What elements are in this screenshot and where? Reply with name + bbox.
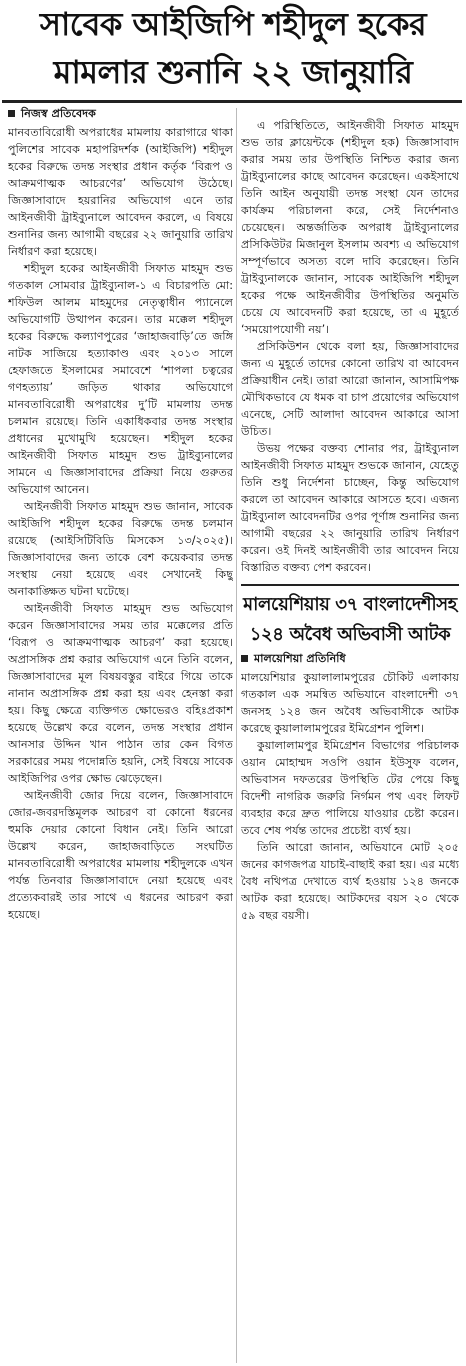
sub-headline-line-1: মালয়েশিয়ায় ৩৭ বাংলাদেশীসহ	[243, 594, 457, 615]
second-article	[241, 584, 459, 924]
article-left-column	[8, 105, 233, 1363]
headline-line-2: মামলার শুনানি ২২ জানুয়ারি	[53, 53, 413, 91]
paragraph: কুয়ালালামপুর ইমিগ্রেশন বিভাগের পরিচালক ওয়ান মোহাম্মদ সওপি ওয়ান ইউসুফ বলেন, অভিবাসন দফতরের উপস্থিতি টের পেয়ে কিছু বিদেশী নাগরিক জরুরি নির্গমন পথ এবং লিফট ব্যবহার করে দ্রুত পালিয়ে যাওয়ার চেষ্টা করেন। তবে শেষ পর্যন্ত তাদের প্রচেষ্টা ব্যর্থ হয়।	[241, 739, 459, 837]
paragraph: তিনি আরো জানান, অভিযানে মোট ২০৫ জনের কাগজপত্র যাচাই-বাছাই করা হয়। এর মধ্যে বৈধ নথিপত্র দেখাতে ব্যর্থ হওয়ায় ১২৪ জনকে আটক করা হয়েছে। আটকদের বয়স ২০ থেকে ৫৯ বছর বয়সী।	[241, 841, 459, 922]
paragraph: মালয়েশিয়ার কুয়ালালামপুরের চৌকিট এলাকায় গতকাল এক সমন্বিত অভিযানে বাংলাদেশী ৩৭ জনসহ ১২৪ জন অবৈধ অভিবাসীকে আটক করেছে কুয়ালালামপুরের ইমিগ্রেশন পুলিশ।	[241, 671, 459, 735]
square-bullet-icon	[241, 655, 248, 662]
column-divider	[236, 108, 237, 1363]
byline-text: মালয়েশিয়া প্রতিনিধি	[254, 652, 346, 665]
byline-text: নিজস্ব প্রতিবেদক	[21, 107, 96, 120]
paragraph: আইনজীবী জোর দিয়ে বলেন, জিজ্ঞাসাবাদে জোর-জবরদস্তিমূলক আচরণ বা কোনো ধরনের হুমকি দেয়ার কোনো বিধান নেই। তিনি আরো উল্লেখ করেন, জাহাজবাড়িতে সংঘটিত মানবতাবিরোধী অপরাধের মামলায় শহীদুলকে এখন পর্যন্ত তিনবার জিজ্ঞাসাবাদে নেয়া হয়েছে এবং প্রত্যেকবারই তার সাথে এ ধরনের আচরণ করা হয়েছে।	[8, 789, 233, 921]
paragraph: শহীদুল হকের আইনজীবী সিফাত মাহমুদ শুভ গতকাল সোমবার ট্রাইব্যুনাল-১ এ বিচারপতি মো: শফিউল আলম মাহমুদের নেতৃত্বাধীন প্যানেলে অভিযোগটি উত্থাপন করেন। তার মক্কেল শহীদুল হকের বিরুদ্ধে কল্যাণপুরের ‘জাহাজবাড়ি’তে জঙ্গি নাটক সাজিয়ে হত্যাকাণ্ড এবং ২০১৩ সালে হেফাজতে ইসলামের সমাবেশে ‘শাপলা চত্বরের গণহত্যায়’ জড়িত থাকার অভিযোগে মানবতাবিরোধী অপরাধের দু’টি মামলায় তদন্ত চলমান রয়েছে। তিনি একাধিকবার তদন্ত সংস্থার প্রধানের মুখোমুখি হয়েছেন। শহীদুল হকের আইনজীবী সিফাত মাহমুদ শুভ ট্রাইব্যুনালের সামনে এ জিজ্ঞাসাবাদের প্রক্রিয়া নিয়ে গুরুতর অভিযোগ আনেন।	[8, 262, 233, 496]
byline	[241, 650, 459, 667]
paragraph: এ পরিস্থিতিতে, আইনজীবী সিফাত মাহমুদ শুভ তার ক্লায়েন্টকে (শহীদুল হক) জিজ্ঞাসাবাদ করার সময় তার উপস্থিতি নিশ্চিত করার জন্য ট্রাইব্যুনালের কাছে আবেদন করেছেন। একইসাথে তিনি আইন অনুযায়ী তদন্ত সংস্থা যেন তাদের কার্যক্রম পরিচালনা করে, সেই নির্দেশনাও চেয়েছেন। অন্তর্জাতিক অপরাধ ট্রাইব্যুনালের প্রসিকিউটর মিজানুল ইসলাম অবশ্য এ অভিযোগ সম্পূর্ণভাবে অসত্য বলে দাবি করেছেন। তিনি ট্রাইব্যুনালকে জানান, সাবেক আইজিপি শহীদুল হকের পক্ষে আইনজীবীর উপস্থিতির অনুমতি চেয়ে যে আবেদনটি করা হয়েছে, তা এ মুহূর্তে ‘সময়োপযোগী নয়’।	[241, 119, 459, 336]
byline	[8, 105, 233, 122]
article-right-column	[241, 117, 459, 1363]
headline-line-1: সাবেক আইজিপি শহীদুল হকের	[39, 5, 427, 43]
paragraph: আইনজীবী সিফাত মাহমুদ শুভ জানান, সাবেক আইজিপি শহীদুল হকের বিরুদ্ধে তদন্ত চলমান রয়েছে (আইসিটিবিডি মিসকেস ১৩/২০২৫)। জিজ্ঞাসাবাদের জন্য তাকে বেশ কয়েকবার তদন্ত সংস্থায় নেয়া হয়েছে এবং সেখানেই কিছু অনাকাঙ্ক্ষিত ঘটনা ঘটেছে।	[8, 500, 233, 598]
sub-headline-line-2: ১২৪ অবৈধ অভিবাসী আটক	[249, 624, 451, 645]
paragraph: আইনজীবী সিফাত মাহমুদ শুভ অভিযোগ করেন জিজ্ঞাসাবাদের সময় তার মক্কেলের প্রতি ‘বিরূপ ও আক্রমণাত্মক আচরণ’ করা হয়েছে। অপ্রাসঙ্গিক প্রশ্ন করার অভিযোগ এনে তিনি বলেন, জিজ্ঞাসাবাদের মূল বিষয়বস্তুর বাইরে গিয়ে তাকে নানান অপ্রাসঙ্গিক প্রশ্ন করা হয় এবং হেনস্তা করা হয়। কিছু ক্ষেত্রে ব্যক্তিগত ক্ষোভেরও বহিঃপ্রকাশ হয়েছে উল্লেখ করে বলেন, তদন্ত সংস্থার প্রধান আনসার উদ্দিন খান পাঠান তার কেন বিগত সরকারের সময় পদোন্নতি হয়নি, সেই বিষয়ে সাবেক আইজিপির ওপর ক্ষোভ ঝেড়েছেন।	[8, 602, 233, 785]
paragraph: মানবতাবিরোধী অপরাধের মামলায় কারাগারে থাকা পুলিশের সাবেক মহাপরিদর্শক (আইজিপি) শহীদুল হকের বিরুদ্ধে তদন্ত সংস্থার প্রধান কর্তৃক ‘বিরূপ ও আক্রমণাত্মক আচরণের’ অভিযোগ উঠেছে। জিজ্ঞাসাবাদে হয়রানির অভিযোগ এনে তার আইনজীবী ট্রাইব্যুনালে আবেদন করলে, এ বিষয়ে শুনানির জন্য আগামী বছরের ২২ জানুয়ারি তারিখ নির্ধারণ করা হয়েছে।	[8, 126, 233, 258]
paragraph: উভয় পক্ষের বক্তব্য শোনার পর, ট্রাইব্যুনাল আইনজীবী সিফাত মাহমুদ শুভকে জানান, যেহেতু তিনি শুধু নির্দেশনা চাচ্ছেন, কিন্তু অভিযোগ করলে তা আবেদন আকারে আসতে হবে। এজন্য ট্রাইব্যুনাল আবেদনটির ওপর পূর্ণাঙ্গ শুনানির জন্য আগামী বছরের ২২ জানুয়ারি তারিখ নির্ধারণ করেন। ওই দিনই আইনজীবী তার আবেদন নিয়ে বিস্তারিত বক্তব্য পেশ করবেন।	[241, 442, 459, 574]
square-bullet-icon	[8, 110, 15, 117]
headline-divider	[2, 100, 462, 103]
paragraph: প্রসিকিউশন থেকে বলা হয়, জিজ্ঞাসাবাদের জন্য এ মুহূর্তে তাদের কোনো তারিখ বা আবেদন প্রক্রিয়াধীন নেই। তারা আরো জানান, আসামিপক্ষ মৌখিকভাবে যে ধমক বা চাপ প্রয়োগের অভিযোগ এনেছে, সেটি আলাদা আবেদন আকারে আসা উচিত।	[241, 340, 459, 438]
